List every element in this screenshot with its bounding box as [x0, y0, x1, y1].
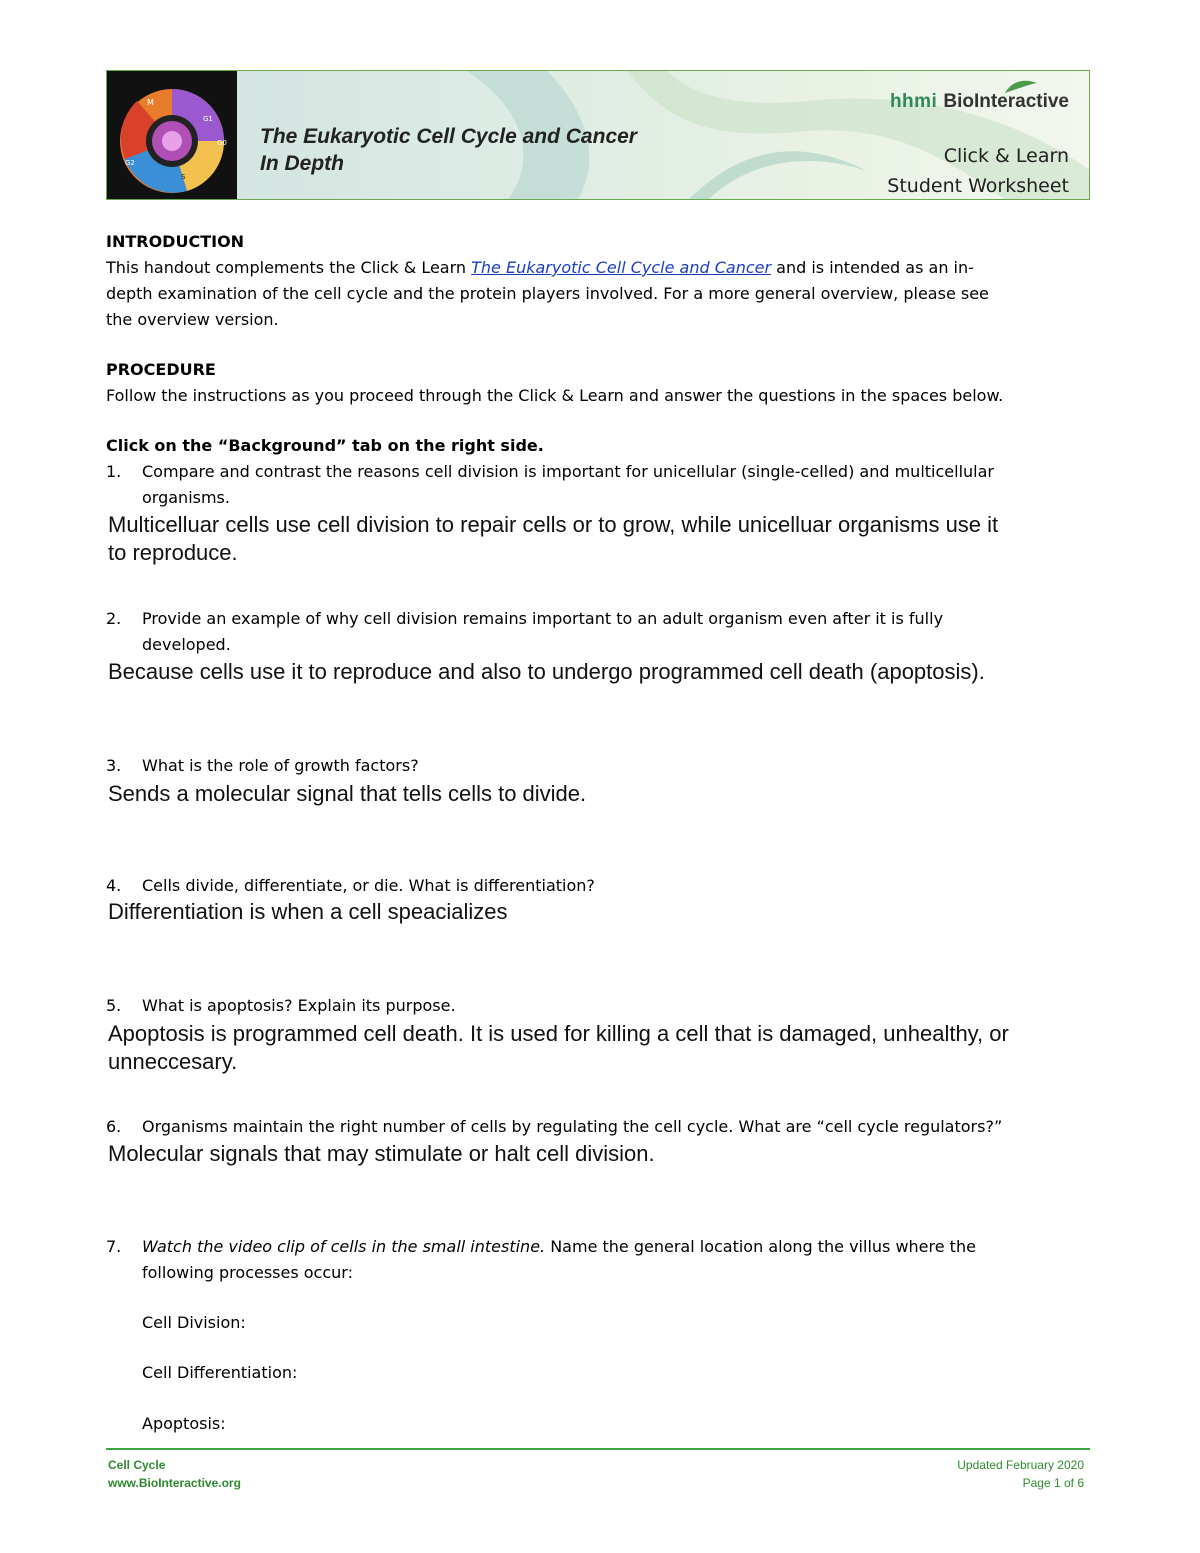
question-2: [142, 606, 1087, 658]
question-number: 6.: [106, 1117, 122, 1136]
answer-3[interactable]: [108, 780, 1088, 808]
svg-text:G2: G2: [125, 159, 135, 167]
type-line-2: Student Worksheet: [887, 175, 1069, 197]
question-7: [142, 1234, 1087, 1286]
question-number: 2.: [106, 609, 122, 628]
question-7-italic: Watch the video clip of cells in the small intestine.: [142, 1237, 546, 1256]
question-7-rest: Name the general location along the villus where the: [545, 1237, 976, 1256]
answer-line: Multicelluar cells use cell division to repair cells or to grow, while unicelluar organisms use it: [108, 512, 999, 537]
intro-heading: INTRODUCTION: [106, 232, 245, 251]
answer-5[interactable]: [108, 1020, 1088, 1076]
answer-4[interactable]: [108, 898, 1088, 926]
click-learn-link[interactable]: The Eukaryotic Cell Cycle and Cancer: [471, 258, 772, 277]
intro-line-1: [106, 255, 974, 281]
cell-division-field[interactable]: Cell Division:: [142, 1313, 246, 1332]
svg-text:G1: G1: [203, 115, 213, 123]
procedure-heading: PROCEDURE: [106, 360, 216, 379]
answer-line: Sends a molecular signal that tells cells to divide.: [108, 781, 587, 806]
brand-logo: [890, 91, 1069, 113]
document-title: [260, 123, 637, 177]
question-4: Cells divide, differentiate, or die. What is differentiation?: [142, 876, 595, 895]
footer-right: [957, 1456, 1084, 1492]
svg-text:M: M: [147, 98, 154, 107]
question-1: [142, 459, 1087, 511]
answer-2[interactable]: [108, 658, 1088, 686]
brand-name: BioInteractive: [943, 91, 1069, 112]
type-line-1: Click & Learn: [943, 145, 1069, 167]
section-instruction: Click on the “Background” tab on the right side.: [106, 436, 544, 455]
answer-line: Differentiation is when a cell speacializes: [108, 899, 508, 924]
question-5: What is apoptosis? Explain its purpose.: [142, 996, 456, 1015]
svg-text:S: S: [181, 173, 186, 181]
question-line: [142, 1234, 1087, 1260]
question-number: 5.: [106, 996, 122, 1015]
apoptosis-field[interactable]: Apoptosis:: [142, 1414, 226, 1433]
answer-line: to reproduce.: [108, 540, 238, 565]
intro-text-after: and is intended as an in-: [771, 258, 974, 277]
footer-left: [108, 1456, 241, 1492]
question-number: 7.: [106, 1237, 122, 1256]
answer-1[interactable]: [108, 511, 1088, 567]
answer-line: Apoptosis is programmed cell death. It is used for killing a cell that is damaged, unhealthy, or: [108, 1021, 1009, 1046]
question-line: developed.: [142, 635, 231, 654]
question-number: 4.: [106, 876, 122, 895]
intro-text-before: This handout complements the Click & Learn: [106, 258, 472, 277]
question-6: Organisms maintain the right number of cells by regulating the cell cycle. What are “cell cycle regulators?”: [142, 1117, 1003, 1136]
answer-line: unneccesary.: [108, 1049, 238, 1074]
footer-divider: [106, 1448, 1090, 1450]
worksheet-type: [887, 141, 1069, 200]
footer-topic: Cell Cycle: [108, 1458, 166, 1472]
question-line: Compare and contrast the reasons cell division is important for unicellular (single-celled) and multicellular: [142, 462, 994, 481]
answer-line: Because cells use it to reproduce and also to undergo programmed cell death (apoptosis).: [108, 659, 985, 684]
footer-updated: Updated February 2020: [957, 1458, 1084, 1472]
question-line: following processes occur:: [142, 1263, 353, 1282]
question-line: organisms.: [142, 488, 230, 507]
procedure-text: Follow the instructions as you proceed through the Click & Learn and answer the questions in the spaces below.: [106, 386, 1004, 405]
title-line-1: The Eukaryotic Cell Cycle and Cancer: [260, 125, 637, 148]
footer-page-number: Page 1 of 6: [1022, 1476, 1084, 1490]
svg-text:G0: G0: [217, 139, 227, 147]
brand-hhmi: hhmi: [889, 91, 938, 112]
cell-cycle-logo: [107, 71, 237, 200]
question-number: 1.: [106, 462, 122, 481]
footer-website-link[interactable]: www.BioInteractive.org: [108, 1476, 241, 1490]
answer-line: Molecular signals that may stimulate or halt cell division.: [108, 1141, 655, 1166]
header-banner: [106, 70, 1090, 200]
question-line: Provide an example of why cell division remains important to an adult organism even after it is fully: [142, 609, 944, 628]
cell-differentiation-field[interactable]: Cell Differentiation:: [142, 1363, 298, 1382]
answer-6[interactable]: [108, 1140, 1088, 1168]
intro-line-3: the overview version.: [106, 310, 279, 329]
question-3: What is the role of growth factors?: [142, 756, 419, 775]
question-number: 3.: [106, 756, 122, 775]
title-line-2: In Depth: [260, 152, 344, 175]
intro-line-2: depth examination of the cell cycle and the protein players involved. For a more general overview, please see: [106, 284, 989, 303]
